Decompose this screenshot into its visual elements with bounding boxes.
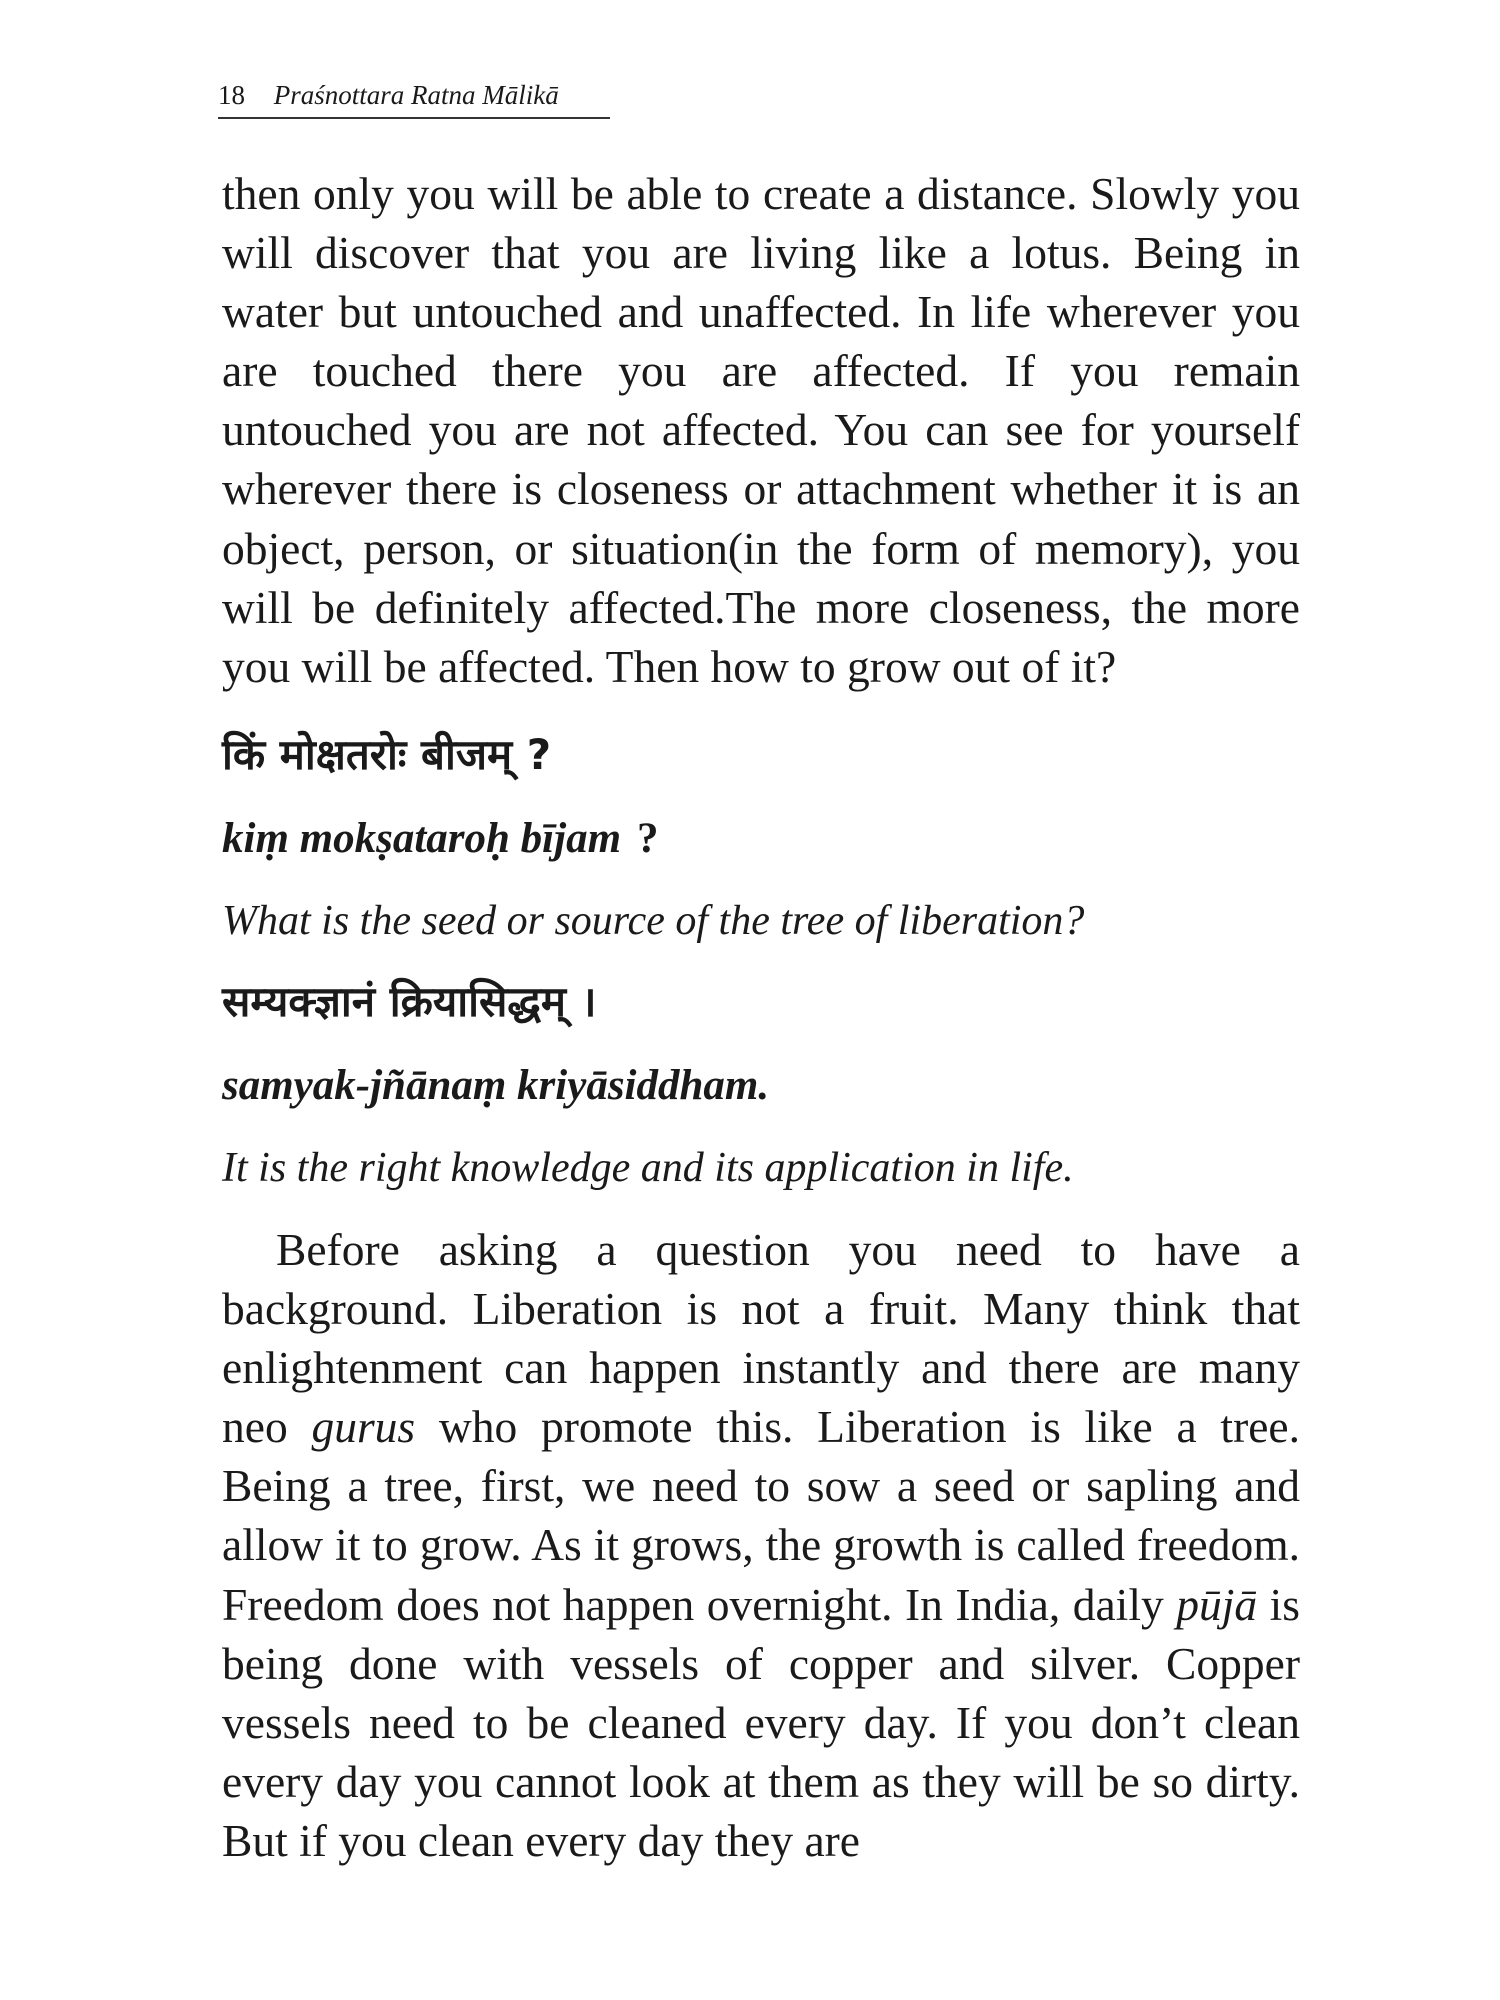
running-header — [218, 82, 610, 119]
paragraph-text-2: who promote this. Liberation is like a tree. Being a tree, first, we need to sow a seed or sapling and allow it to grow. As it grows, the growth is called freedom. Freedom does not happen overnight. In India, daily — [222, 1401, 1300, 1630]
paragraph-text-3: is being done with vessels of copper and silver. Copper vessels need to be cleaned every day. If you don’t clean every day you cannot look at them as they will be so dirty. But if you clean every day they are — [222, 1578, 1300, 1866]
verse-question-translation: What is the seed or source of the tree of liberation? — [222, 898, 1085, 944]
verse-answer-translation: It is the right knowledge and its application in life. — [222, 1145, 1074, 1191]
term-gurus: gurus — [311, 1401, 416, 1453]
book-title: Praśnottara Ratna Mālikā — [273, 80, 559, 110]
page-number: 18 — [218, 80, 245, 110]
question-mark: ? — [637, 815, 659, 862]
verse-answer-transliteration: samyak-jñānaṃ kriyāsiddham. — [222, 1062, 770, 1109]
verse-answer-devanagari: सम्यक्ज्ञानं क्रियासिद्धम् । — [222, 977, 597, 1026]
term-puja: pūjā — [1176, 1578, 1258, 1630]
paragraph-continued: then only you will be able to create a distance. Slowly you will discover that you are living like a lotus. Being in water but untouched and unaffected. In life wherever you are touched there you are affected. If you remain untouched you are not affected. You can see for yourself wherever there is closeness or attachment whether it is an object, person, or situation(in the form of memory), you will be definitely affected.The more closeness, the more you will be affected. Then how to grow out of it? — [222, 168, 1300, 692]
paragraph-text-1: Before asking a question you need to have a background. Liberation is not a fruit. Many think that enlightenment can happen instantly and there are many neo — [222, 1224, 1300, 1453]
verse-question-transliteration — [222, 813, 1300, 865]
paragraph-body — [222, 1220, 1300, 1870]
verse-question-devanagari: किं मोक्षतरोः बीजम् ? — [222, 730, 552, 779]
transliteration-text: kiṃ mokṣataroḥ bījam — [222, 815, 622, 862]
